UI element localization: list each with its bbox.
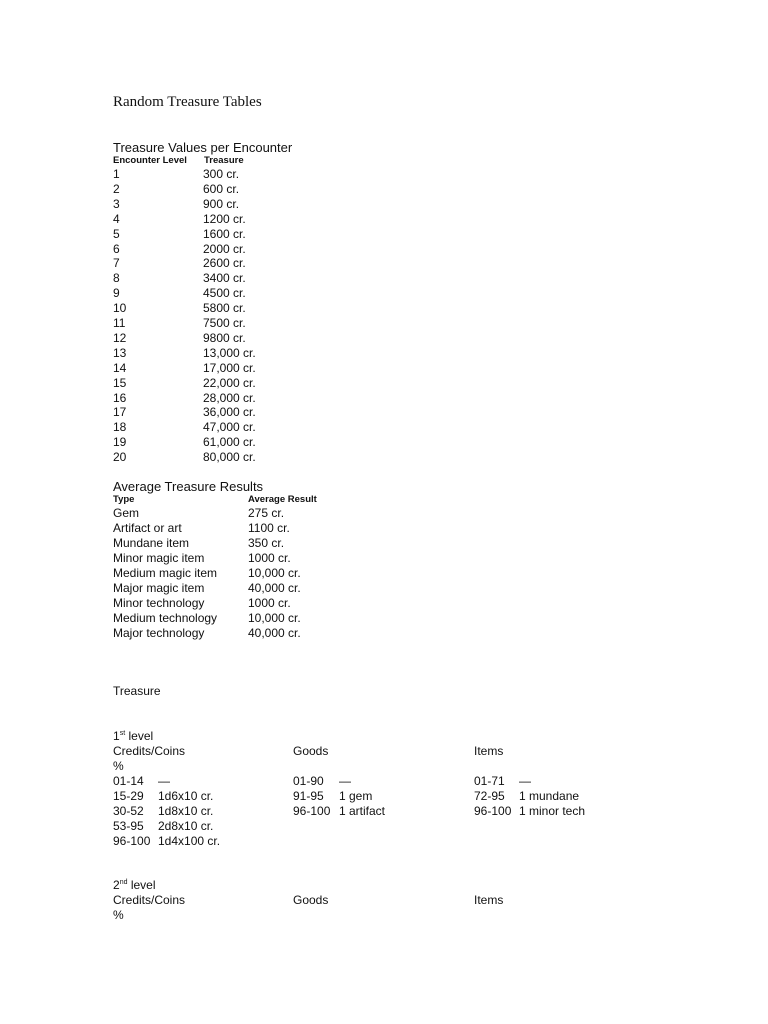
goods-result-cell: 1 gem	[339, 789, 373, 803]
goods-range-cell: 91-95	[293, 789, 324, 803]
col-goods: Goods	[293, 893, 329, 907]
goods-result-cell: 1 artifact	[339, 804, 386, 818]
treasure-value-cell: 1200 cr.	[203, 211, 246, 226]
encounter-level-cell: 6	[113, 241, 120, 256]
items-result-cell: 1 minor tech	[519, 804, 586, 818]
treasure-value-cell: 28,000 cr.	[203, 390, 256, 405]
treasure-type-cell: Major magic item	[113, 581, 205, 595]
items-range-cell: 01-71	[474, 774, 505, 788]
treasure-value-cell: 300 cr.	[203, 167, 240, 181]
encounter-level-cell: 10	[113, 301, 127, 316]
treasure-type-cell: Medium technology	[113, 611, 218, 625]
treasure-value-cell: 7500 cr.	[203, 316, 246, 330]
treasure-value-cell: 4500 cr.	[203, 286, 246, 301]
average-table-heading: Average Treasure Results	[113, 479, 264, 494]
average-result-cell: 40,000 cr.	[248, 626, 301, 640]
encounter-level-cell: 19	[113, 435, 127, 450]
credits-result-cell: 1d6x10 cr.	[158, 789, 214, 803]
encounter-level-cell: 12	[113, 330, 127, 345]
col-goods: Goods	[293, 744, 329, 758]
encounter-level-cell: 9	[113, 286, 120, 301]
level-2-heading: 2nd level	[113, 878, 156, 892]
items-result-cell: —	[519, 774, 531, 788]
encounter-level-cell: 14	[113, 360, 127, 375]
col-credits-coins: Credits/Coins	[113, 893, 186, 907]
treasure-value-cell: 3400 cr.	[203, 271, 246, 286]
encounter-level-cell: 3	[113, 196, 120, 211]
treasure-value-cell: 13,000 cr.	[203, 345, 256, 360]
col-encounter-level: Encounter Level	[113, 155, 187, 166]
goods-range-cell: 96-100	[293, 804, 331, 818]
treasure-value-cell: 1600 cr.	[203, 226, 246, 241]
average-result-cell: 350 cr.	[248, 536, 285, 550]
encounter-level-cell: 11	[113, 316, 126, 330]
col-average-result: Average Result	[248, 494, 317, 505]
treasure-type-cell: Major technology	[113, 626, 205, 640]
treasure-value-cell: 80,000 cr.	[203, 450, 256, 465]
average-result-cell: 275 cr.	[248, 506, 285, 520]
credits-result-cell: 2d8x10 cr.	[158, 819, 214, 833]
col-items: Items	[474, 893, 504, 907]
col-items: Items	[474, 744, 504, 758]
average-result-cell: 10,000 cr.	[248, 566, 301, 580]
treasure-type-cell: Minor technology	[113, 596, 205, 610]
encounter-level-cell: 15	[113, 375, 127, 390]
treasure-value-cell: 600 cr.	[203, 181, 240, 196]
encounter-level-cell: 5	[113, 226, 120, 241]
credits-result-cell: 1d4x100 cr.	[158, 834, 221, 848]
encounter-level-cell: 7	[113, 256, 120, 271]
treasure-value-cell: 22,000 cr.	[203, 375, 256, 390]
encounter-level-cell: 18	[113, 420, 127, 435]
encounter-level-cell: 1	[113, 167, 120, 181]
percent-label: %	[113, 908, 124, 922]
percent-label: %	[113, 759, 124, 773]
treasure-value-cell: 47,000 cr.	[203, 420, 256, 435]
treasure-type-cell: Gem	[113, 506, 140, 520]
encounter-level-cell: 8	[113, 271, 120, 286]
treasure-type-cell: Mundane item	[113, 536, 190, 550]
goods-range-cell: 01-90	[293, 774, 324, 788]
level-1-heading: 1st level	[113, 729, 154, 743]
average-result-cell: 40,000 cr.	[248, 581, 301, 595]
encounter-level-cell: 4	[113, 211, 120, 226]
treasure-value-cell: 2000 cr.	[203, 241, 246, 256]
treasure-type-cell: Minor magic item	[113, 551, 205, 565]
col-treasure: Treasure	[204, 155, 244, 166]
page-title: Random Treasure Tables	[113, 94, 262, 110]
col-credits-coins: Credits/Coins	[113, 744, 186, 758]
treasure-value-cell: 17,000 cr.	[203, 360, 256, 375]
average-result-cell: 1100 cr.	[248, 521, 290, 535]
goods-result-cell: —	[339, 774, 351, 788]
encounter-table-heading: Treasure Values per Encounter	[113, 140, 293, 155]
treasure-value-cell: 2600 cr.	[203, 256, 246, 271]
treasure-value-cell: 9800 cr.	[203, 330, 246, 345]
encounter-level-cell: 16	[113, 390, 127, 405]
credits-result-cell: —	[158, 774, 170, 788]
treasure-value-cell: 5800 cr.	[203, 301, 246, 316]
treasure-value-cell: 61,000 cr.	[203, 435, 256, 450]
credits-range-cell: 53-95	[113, 819, 144, 833]
credits-range-cell: 30-52	[113, 804, 144, 818]
average-result-cell: 1000 cr.	[248, 596, 291, 610]
treasure-value-cell: 900 cr.	[203, 196, 240, 211]
treasure-type-cell: Medium magic item	[113, 566, 218, 580]
treasure-value-cell: 36,000 cr.	[203, 405, 256, 420]
col-type: Type	[113, 494, 135, 505]
encounter-level-cell: 2	[113, 181, 120, 196]
average-result-cell: 1000 cr.	[248, 551, 291, 565]
items-range-cell: 96-100	[474, 804, 512, 818]
treasure-type-cell: Artifact or art	[113, 521, 182, 535]
credits-result-cell: 1d8x10 cr.	[158, 804, 214, 818]
encounter-level-cell: 20	[113, 450, 127, 465]
treasure-heading: Treasure	[113, 684, 161, 698]
encounter-level-cell: 13	[113, 345, 127, 360]
items-range-cell: 72-95	[474, 789, 505, 803]
credits-range-cell: 01-14	[113, 774, 144, 788]
credits-range-cell: 96-100	[113, 834, 151, 848]
credits-range-cell: 15-29	[113, 789, 144, 803]
average-result-cell: 10,000 cr.	[248, 611, 301, 625]
items-result-cell: 1 mundane	[519, 789, 580, 803]
encounter-level-cell: 17	[113, 405, 127, 420]
